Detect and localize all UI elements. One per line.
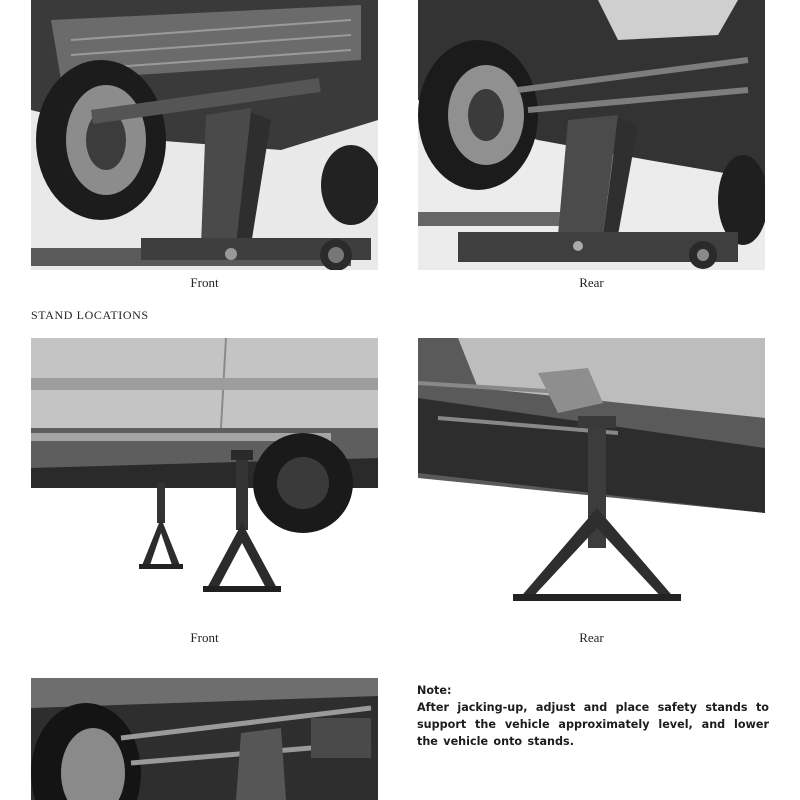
caption-stand-front: Front xyxy=(190,630,219,645)
note-body: After jacking-up, adjust and place safety stands to support the vehicle approximately level, and lower the vehicle onto stands. xyxy=(417,701,769,748)
caption-jack-rear: Rear xyxy=(579,275,604,290)
note-title: Note: xyxy=(417,684,452,697)
caption-stand-rear: Rear xyxy=(579,630,604,645)
photo-jack-front xyxy=(31,0,378,270)
photo-underbody xyxy=(31,678,378,800)
photo-stand-rear xyxy=(418,338,765,608)
photo-stand-front-image xyxy=(31,338,378,608)
photo-underbody-image xyxy=(31,678,378,800)
caption-jack-front: Front xyxy=(190,275,219,290)
section-heading-stand-locations: STAND LOCATIONS xyxy=(31,308,149,322)
note-block xyxy=(417,682,769,750)
photo-stand-rear-image xyxy=(418,338,765,608)
photo-jack-front-image xyxy=(31,0,378,270)
photo-stand-front xyxy=(31,338,378,608)
photo-jack-rear-image xyxy=(418,0,765,270)
photo-jack-rear xyxy=(418,0,765,270)
